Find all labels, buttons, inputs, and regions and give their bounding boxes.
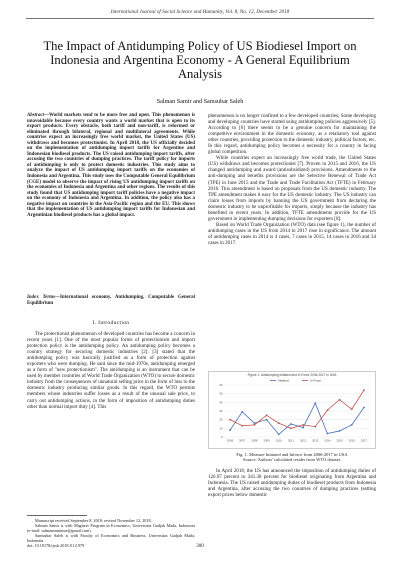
journal-header: International Journal of Social Science and Humanity, Vol. 8, No. 12, December 2018 — [110, 9, 290, 15]
data-point — [314, 402, 316, 404]
caption-line: Fig. 1. Measure Initiated and Inforce from 2006-2017 in USA — [236, 452, 348, 457]
index-terms-text: —International economy, Antidumping, Computable General Equilibrium — [27, 295, 195, 306]
data-point — [327, 409, 329, 411]
y-tick-label: 0 — [220, 435, 223, 439]
data-point — [339, 430, 341, 432]
index-terms-label: Index Terms — [27, 295, 56, 300]
data-point — [302, 427, 304, 429]
x-tick-label: 2017 — [360, 438, 368, 443]
section-heading: I. Introduction — [92, 320, 130, 326]
data-point — [254, 424, 256, 426]
x-tick-label: 2013 — [312, 438, 319, 443]
data-point — [290, 427, 292, 429]
x-tick-label: 2014 — [324, 438, 331, 443]
body-paragraph: While countries expect an increasingly free world trade, the United States (US) withdraws and becomes protectionist [7]. Proven in 2015 and 2016, the US changed antidumping and award (antisubsidized) provisions. Amendments to the anti-dumping and benefits provisions are the Selective Renewal of Trade Act (TPE) in June 2015 and the Trade and Trade Facilitation Act (TFTE) in February 2016. This amendment is based on proposals from the US domestic industry. The TPE amendment makes it easy for the US domestic industry. The US industry can claim losses from imports by banning the US government from declaring the domestic industry to be unprofitable for imports, simply because the industry has benefited in recent years. In addition, TFTE amendments provide for the US government in implementing dumping decisions for exporters [8]. — [208, 155, 376, 222]
doi: doi: 10.18178/ijssh.2018.8.12.979 — [27, 543, 85, 548]
footnote: Salman Samir is with Magister Program in Economics, Universitas Gadjah Mada, Indonesia (e-mail: salmansamirme@gmail.com). — [27, 523, 195, 533]
legend-label: In Force — [310, 378, 322, 383]
y-tick-label: 30 — [219, 409, 223, 413]
figure-1-chart — [208, 371, 376, 449]
data-point — [266, 419, 268, 421]
y-tick-label: 10 — [219, 426, 223, 431]
data-point — [241, 425, 243, 427]
x-tick-label: 2012 — [299, 438, 307, 443]
index-terms — [27, 295, 195, 306]
body-paragraph: In April 2018, the US has announced the imposition of antidumping duties of 126.97 percent to 341.38 percent for biodiesel originating from Argentina and Indonesia. The US raised antidumping duties of biodiesel products from Indonesia and Argentina, after accusing the two countries of dumping practices (setting export prices below domestic — [208, 468, 376, 499]
figure-caption — [208, 452, 376, 462]
y-tick-label: 20 — [219, 417, 223, 422]
paper-title: The Impact of Antidumping Policy of US Biodiesel Import on Indonesia and Argentina Economy - A General Equilibrium Analysis — [43, 39, 357, 81]
data-point — [278, 434, 280, 436]
data-point — [363, 389, 365, 391]
data-point — [254, 422, 256, 424]
data-point — [290, 423, 292, 425]
x-tick-label: 2008 — [251, 438, 258, 443]
body-paragraph: Based on World Trade Organization (WTO) data (see figure 1), the number of antidumping cases in the US from 2014 to 2017 rose in significance. The amount of antidumping cases in 2014 is 4 cases, 7 cases in 2015, 14 cases in 2016 and 34 cases in 2017. — [208, 221, 376, 246]
caption-source: Source: Authors' calculated results from WTO dataset. — [243, 457, 341, 463]
line-chart-svg — [208, 371, 376, 449]
y-tick-label: 40 — [219, 400, 223, 405]
intro-paragraph: The protectionist phenomenon of developed countries has become a concern in recent years [1]. One of the most popular forms of protectionism and import protection policy is the antidumping policy. An antidumping policy becomes a country strategy for securing domestic industries [2]. [3] stated that the antidumping policy was basically justified as a form of protection against exporters who were dumping. He said since the mid-1970s, antidumping emerged as a form of "new protectionism". The antidumping is an instrument that can be used by member countries of World Trade Organization (WTO) to secure domestic industry from the consequences of unnatural selling price in the form of loss to the domestic industry producing similar goods. In this regard, the WTO permits members whose industries suffer losses as a result of the unusual sale price, to carry out antidumping actions, in the form of imposition of antidumping duties other than normal import duty [4]. This — [27, 331, 195, 410]
data-point — [229, 419, 231, 421]
data-point — [327, 433, 329, 435]
right-column-top — [208, 113, 376, 246]
y-tick-label: 60 — [219, 383, 223, 387]
x-tick-label: 2007 — [239, 438, 246, 443]
legend-label: Initiated — [278, 378, 289, 383]
right-column-bottom — [208, 468, 376, 498]
data-point — [241, 411, 243, 413]
data-point — [351, 408, 353, 410]
y-tick-label: 50 — [219, 391, 223, 396]
body-paragraph: phenomenon is no longer confined to a few developed countries; Some developing and developing countries have started using antidumping policies aggressively [5]. According to [6] there seems to be a genuine concern for maintaining the competitive environment in the domestic economy, as a retaliatory tool against other countries, providing protection to the domestic industry, political factors, etc. In this regard, antidumping policy becomes a necessity for a country in facing global competition. — [208, 113, 376, 156]
abstract — [27, 113, 195, 218]
x-tick-label: 2015 — [336, 438, 343, 443]
abstract-label: Abstract — [27, 113, 45, 118]
x-tick-label: 2011 — [287, 438, 294, 443]
data-point — [278, 422, 280, 424]
x-tick-label: 2010 — [275, 438, 282, 443]
intro-body — [27, 331, 195, 410]
x-tick-label: 2006 — [226, 438, 234, 443]
data-point — [339, 399, 341, 401]
data-point — [314, 426, 316, 428]
page-number: 300 — [196, 544, 204, 549]
footnote-rule — [27, 515, 87, 516]
x-tick-label: 2016 — [348, 438, 355, 443]
data-point — [229, 429, 231, 431]
header-rule — [26, 18, 374, 19]
data-point — [302, 424, 304, 426]
chart-title: Figure 1. Antidumping Initiated and In Force 2006-2017 in USA — [247, 373, 337, 377]
paper-authors: Salman Samir and Samsubar Saleh — [156, 98, 244, 105]
footnote: Samsubar Saleh is with Faculty of Economics and Business, Universitas Gadjah Mada, Indonesia. — [27, 533, 195, 543]
abstract-text: —World markets tend to be more free and open. This phenomenon is unavoidable because every country wants a world market that is open to its export products. Every obstacle, both tariff and non-tariff, is reformed or eliminated through bilateral, regional and multilateral agreements. While countries expect an increasingly free world market, the United States (US) withdraws and becomes protectionist. In April 2018, the US officially decided on the implementation of antidumping import tariffs for Argentine and Indonesian biodiesel products. The US raised antidumping import tariffs, after accusing the two countries of dumping practices. The tariff policy for imports of antidumping is only to protect domestic industries. This study aims to analyze the impact of US antidumping import tariffs on the economies of Indonesia and Argentina. This study uses the Computable General Equilibrium (CGE) model to observe the impact of rising US antidumping import tariffs on the economies of Indonesia and Argentina and other regions. The results of this study found that US antidumping import tariff policies have a negative impact on the economy of Indonesia and Argentina. In addition, the policy also has a negative impact on countries in the Asia-Pacific region and the EU. This shows that the implementation of US antidumping import tariffs for Indonesian and Argentinian biodiesel products has a global impact. — [27, 113, 195, 218]
footnote: Manuscript received September 8, 2018; revised November 12, 2018. — [35, 518, 152, 523]
data-point — [363, 407, 365, 409]
data-point — [351, 424, 353, 426]
data-point — [266, 414, 268, 416]
x-tick-label: 2009 — [263, 438, 270, 443]
